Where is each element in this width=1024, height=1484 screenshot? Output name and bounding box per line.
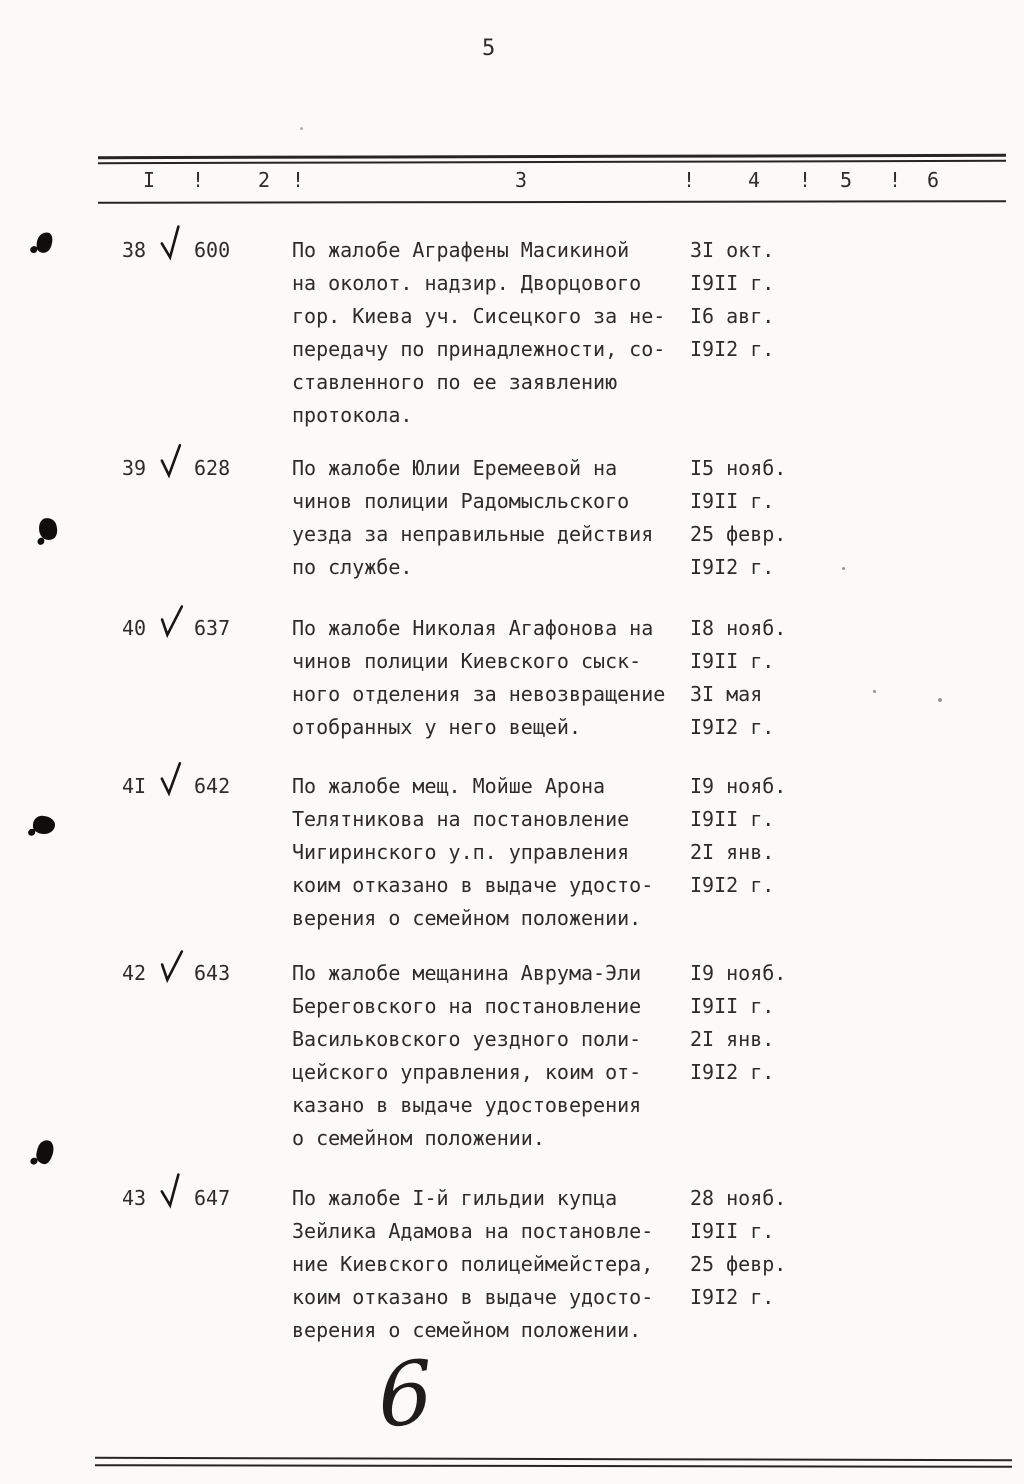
date-line: I9II г. [690, 1219, 775, 1243]
text-line: По жалобе мещанина Аврума-Эли [292, 961, 642, 985]
text-line: гор. Киева уч. Сисецкого за не- [292, 304, 666, 328]
date-line: I9I2 г. [690, 1285, 775, 1309]
ink-blot [32, 815, 56, 835]
date-line: I9I2 г. [690, 715, 775, 739]
text-line: Береговского на постановление [292, 994, 642, 1018]
text-line: По жалобе мещ. Мойше Арона [292, 774, 606, 798]
entry-description [292, 234, 688, 432]
text-line: Зейлика Адамова на постановле- [292, 1219, 654, 1243]
text-line: цейского управления, коим от- [292, 1060, 642, 1084]
footer-rule-2 [95, 1464, 1012, 1468]
text-line: верения о семейном положении. [292, 906, 642, 930]
text-line: ного отделения за невозвращение [292, 682, 666, 706]
page-number: 5 [482, 36, 497, 61]
text-line: Телятникова на постановление [292, 807, 630, 831]
case-number: 628 [194, 456, 231, 480]
text-line: передачу по принадлежности, со- [292, 337, 666, 361]
entry-description [292, 770, 688, 935]
handwritten-page-mark: 6 [375, 1341, 436, 1449]
header-rule-top [98, 154, 1006, 159]
checkmark-icon [158, 604, 184, 650]
entry-number: 39 [122, 456, 147, 480]
date-line: I5 нояб. [690, 456, 787, 480]
entry-dates [690, 612, 830, 744]
date-line: I9I2 г. [690, 1060, 775, 1084]
date-line: 28 нояб. [690, 1186, 787, 1210]
text-line: верения о семейном положении. [292, 1318, 642, 1342]
text-line: о семейном положении. [292, 1126, 545, 1150]
scan-speck [300, 127, 303, 130]
text-line: коим отказано в выдаче удосто- [292, 873, 654, 897]
column-header: 5 [840, 168, 853, 192]
entry-description [292, 612, 688, 744]
date-line: I9 нояб. [690, 774, 787, 798]
text-line: Чигиринского у.п. управления [292, 840, 630, 864]
entry-dates [690, 957, 830, 1089]
checkmark-icon [158, 444, 184, 490]
case-number: 647 [194, 1186, 231, 1210]
case-number: 642 [194, 774, 231, 798]
ink-blot [34, 230, 55, 255]
date-line: I6 авг. [690, 304, 775, 328]
checkmark-icon [158, 762, 184, 808]
text-line: протокола. [292, 403, 413, 427]
date-line: I9I2 г. [690, 873, 775, 897]
column-header: 4 [748, 168, 761, 192]
text-line: ставленного по ее заявлению [292, 370, 618, 394]
date-line: I9II г. [690, 649, 775, 673]
scan-speck [938, 698, 942, 702]
column-separator: ! [292, 168, 305, 192]
checkmark-icon [158, 1174, 184, 1220]
text-line: По жалобе Николая Агафонова на [292, 616, 654, 640]
column-separator: ! [192, 168, 205, 192]
column-separator: ! [799, 168, 812, 192]
ink-blot [37, 516, 59, 541]
entry-dates [690, 770, 830, 902]
column-header: I [143, 168, 156, 192]
date-line: I9II г. [690, 489, 775, 513]
entry-number: 42 [122, 961, 147, 985]
date-line: I8 нояб. [690, 616, 787, 640]
date-line: ЗI мая [690, 682, 763, 706]
text-line: Васильковского уездного поли- [292, 1027, 642, 1051]
text-line: чинов полиции Радомысльского [292, 489, 630, 513]
case-number: 643 [194, 961, 231, 985]
column-header: 2 [258, 168, 271, 192]
column-header: 3 [515, 168, 528, 192]
date-line: I9 нояб. [690, 961, 787, 985]
checkmark-icon [158, 226, 184, 272]
column-separator: ! [889, 168, 902, 192]
entry-number: 40 [122, 616, 147, 640]
entry-dates [690, 234, 830, 366]
header-rule-bottom [98, 200, 1006, 204]
column-separator: ! [683, 168, 696, 192]
entry-number: 4I [122, 774, 147, 798]
entry-dates [690, 452, 830, 584]
entry-description [292, 957, 688, 1155]
text-line: По жалобе Юлии Еремеевой на [292, 456, 618, 480]
text-line: казано в выдаче удостоверения [292, 1093, 642, 1117]
entry-description [292, 1182, 688, 1347]
text-line: По жалобе I-й гильдии купца [292, 1186, 618, 1210]
date-line: I9II г. [690, 807, 775, 831]
column-header: 6 [927, 168, 940, 192]
text-line: по службе. [292, 555, 413, 579]
text-line: коим отказано в выдаче удосто- [292, 1285, 654, 1309]
entry-dates [690, 1182, 830, 1314]
scan-speck [873, 690, 876, 693]
date-line: 25 февр. [690, 1252, 787, 1276]
header-rule-top-2 [98, 160, 1006, 164]
text-line: ние Киевского полицеймейстера, [292, 1252, 654, 1276]
date-line: 2I янв. [690, 1027, 775, 1051]
text-line: чинов полиции Киевского сыск- [292, 649, 642, 673]
date-line: I9I2 г. [690, 337, 775, 361]
checkmark-icon [158, 949, 184, 995]
entry-number: 38 [122, 238, 147, 262]
entry-number: 43 [122, 1186, 147, 1210]
text-line: По жалобе Аграфены Масикиной [292, 238, 630, 262]
case-number: 637 [194, 616, 231, 640]
ink-blot [34, 1138, 55, 1165]
text-line: уезда за неправильные действия [292, 522, 654, 546]
date-line: ЗI окт. [690, 238, 775, 262]
footer-rule [95, 1457, 1012, 1461]
date-line: 25 февр. [690, 522, 787, 546]
date-line: I9II г. [690, 271, 775, 295]
date-line: I9II г. [690, 994, 775, 1018]
scan-speck [842, 567, 845, 570]
text-line: на околот. надзир. Дворцового [292, 271, 642, 295]
text-line: отобранных у него вещей. [292, 715, 581, 739]
case-number: 600 [194, 238, 231, 262]
date-line: I9I2 г. [690, 555, 775, 579]
entry-description [292, 452, 688, 584]
date-line: 2I янв. [690, 840, 775, 864]
